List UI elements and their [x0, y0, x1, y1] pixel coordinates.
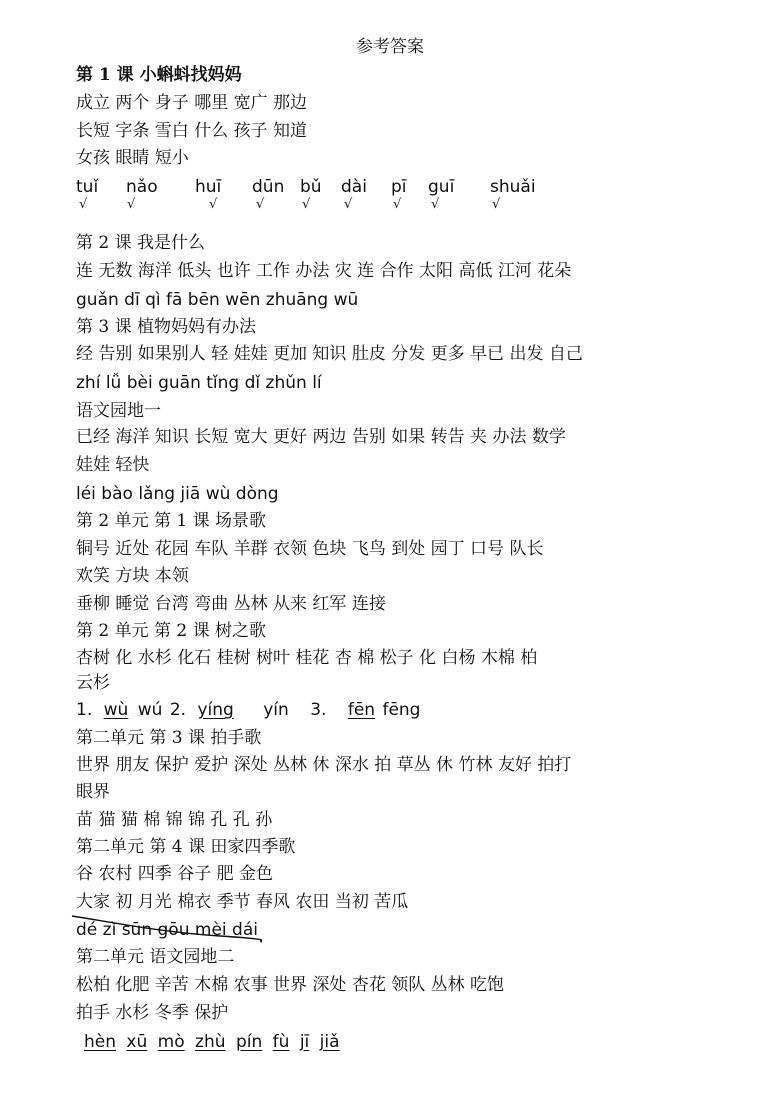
unit-2-lesson-1-words-row-1: 铜号 近处 花园 车队 羊群 衣领 色块 飞鸟 到处 园丁 口号 队长 [76, 539, 544, 559]
cross-out-stroke [70, 910, 270, 944]
garden-1-heading: 语文园地一 [76, 401, 161, 421]
chosen-pinyin: yíng [197, 700, 234, 720]
garden-2-words-row-2: 拍手 水杉 冬季 保护 [76, 1003, 229, 1023]
unit-2-lesson-1-heading: 第 2 单元 第 1 课 场景歌 [76, 511, 267, 531]
checkmark-icon: √ [393, 197, 402, 212]
unit-2-lesson-3-heading: 第二单元 第 3 课 拍手歌 [76, 728, 262, 748]
unit-2-lesson-1-words-row-2: 欢笑 方块 本领 [76, 566, 189, 586]
unit-2-lesson-3-words-row-3: 苗 猫 猫 棉 锦 锦 孔 孔 孙 [76, 810, 273, 830]
garden-1-words-row-2: 娃娃 轻快 [76, 455, 150, 475]
lesson-1-words-row-3: 女孩 眼睛 短小 [76, 148, 189, 168]
pinyin-answer: guī [428, 177, 455, 197]
chosen-pinyin: pín [235, 1032, 263, 1052]
lesson-1-words-row-2: 长短 字条 雪白 什么 孩子 知道 [76, 121, 308, 141]
checkmark-icon: √ [79, 197, 88, 212]
checkmark-icon: √ [127, 197, 136, 212]
checkmark-icon: √ [209, 197, 218, 212]
checkmark-icon: √ [431, 197, 440, 212]
item-number: 2. [169, 700, 187, 720]
garden-2-pinyin-row [76, 1031, 340, 1053]
pinyin-answer: nǎo [126, 177, 158, 197]
lesson-3-words-row-1: 经 告别 如果别人 轻 娃娃 更加 知识 肚皮 分发 更多 早已 出发 自己 [76, 344, 583, 364]
chosen-pinyin: zhù [195, 1032, 226, 1052]
other-pinyin: fēng [382, 700, 421, 720]
chosen-pinyin: fù [272, 1032, 290, 1052]
garden-2-words-row-1: 松柏 化肥 辛苦 木棉 农事 世界 深处 杏花 领队 丛林 吃饱 [76, 975, 505, 995]
chosen-pinyin: xū [126, 1032, 148, 1052]
chosen-pinyin: fēn [347, 700, 376, 720]
checkmark-icon: √ [492, 197, 501, 212]
unit-2-lesson-1-words-row-3: 垂柳 睡觉 台湾 弯曲 丛林 从来 红军 连接 [76, 594, 386, 614]
chosen-pinyin: wù [103, 700, 129, 720]
chosen-pinyin: jī [299, 1032, 310, 1052]
unit-2-lesson-4-words-row-2: 大家 初 月光 棉衣 季节 春风 农田 当初 苦瓜 [76, 892, 409, 912]
pinyin-answer: dài [341, 177, 367, 197]
item-number: 1. [76, 700, 93, 720]
unit-2-lesson-4-pinyin-row: dé zì sūn gōu mèi dái [76, 920, 258, 940]
lesson-1-words-row-1: 成立 两个 身子 哪里 宽广 那边 [76, 93, 308, 113]
unit-2-lesson-4-heading: 第二单元 第 4 课 田家四季歌 [76, 837, 296, 857]
item-number: 3. [310, 700, 327, 720]
pinyin-answer: pī [391, 177, 407, 197]
lesson-3-heading: 第 3 课 植物妈妈有办法 [76, 317, 257, 337]
chosen-pinyin: jiǎ [319, 1032, 340, 1052]
unit-2-lesson-2-words-row-2: 云杉 [76, 673, 110, 693]
chosen-pinyin: hèn [84, 1032, 117, 1052]
pinyin-answer: bǔ [300, 177, 322, 197]
unit-2-lesson-2-words-row-1: 杏树 化 水杉 化石 桂树 树叶 桂花 杏 棉 松子 化 白杨 木棉 柏 [76, 648, 538, 668]
checkmark-icon: √ [302, 197, 311, 212]
page-title: 参考答案 [356, 37, 424, 57]
lesson-3-pinyin-row: zhí lǚ bèi guān tǐng dǐ zhǔn lí [76, 373, 322, 393]
other-pinyin: wú [137, 700, 163, 720]
checkmark-icon: √ [344, 197, 353, 212]
unit-2-lesson-2-pinyin-choice-row [76, 699, 420, 721]
lesson-2-words-row-1: 连 无数 海洋 低头 也许 工作 办法 灾 连 合作 太阳 高低 江河 花朵 [76, 261, 572, 281]
unit-2-lesson-4-words-row-1: 谷 农村 四季 谷子 肥 金色 [76, 864, 274, 884]
checkmark-icon: √ [256, 197, 265, 212]
lesson-1-heading: 第 1 课 小蝌蚪找妈妈 [76, 65, 242, 85]
pinyin-answer: huī [195, 177, 222, 197]
lesson-2-heading: 第 2 课 我是什么 [76, 233, 206, 253]
chosen-pinyin: mò [157, 1032, 185, 1052]
other-pinyin: yín [263, 700, 289, 720]
unit-2-lesson-3-words-row-2: 眼界 [76, 782, 110, 802]
lesson-2-pinyin-row: guǎn dī qì fā bēn wēn zhuāng wū [76, 290, 359, 310]
pinyin-answer: shuǎi [490, 177, 536, 197]
pinyin-answer: dūn [252, 177, 285, 197]
unit-2-lesson-2-heading: 第 2 单元 第 2 课 树之歌 [76, 621, 267, 641]
garden-1-pinyin-row: léi bào lǎng jiā wù dòng [76, 484, 279, 504]
garden-1-words-row-1: 已经 海洋 知识 长短 宽大 更好 两边 告别 如果 转告 夹 办法 数学 [76, 427, 566, 447]
unit-2-lesson-3-words-row-1: 世界 朋友 保护 爱护 深处 丛林 休 深水 拍 草丛 休 竹林 友好 拍打 [76, 755, 572, 775]
garden-2-heading: 第二单元 语文园地二 [76, 947, 235, 967]
pinyin-answer: tuǐ [76, 177, 99, 197]
